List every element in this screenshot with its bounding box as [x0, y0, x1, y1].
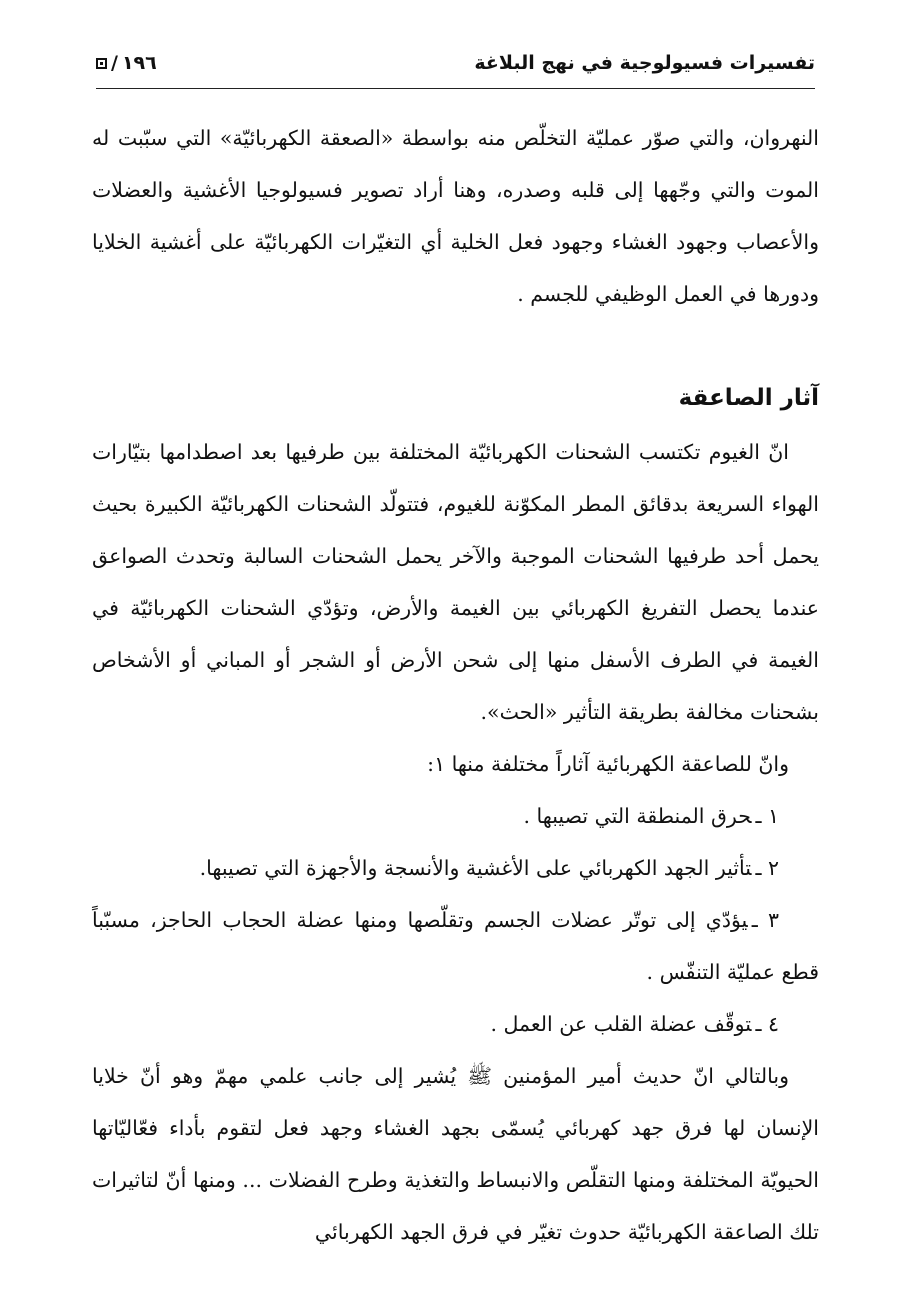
list-item-text: يؤدّي إلى توتّر عضلات الجسم وتقلّصها ومنها عضلة الحجاب الحاجز، مسبّباً قطع عمليّة التنفّس .: [92, 908, 819, 984]
body-paragraph-1: انّ الغيوم تكتسب الشحنات الكهربائيّة المختلفة بين طرفيها بعد اصطدامها بتيّارات الهواء السريعة بدقائق المطر المكوّنة للغيوم، فتتولّد الشحنات الكهربائيّة الكبيرة بحيث يحمل أحد طرفيها الشحنات الموجبة والآخر يحمل الشحنات السالبة وتحدث الصواعق عندما يحصل التفريغ الكهربائي بين الغيمة والأرض، وتؤدّي الشحنات الكهربائيّة في الغيمة في الطرف الأسفل منها إلى شحن الأرض أو الشجر أو المباني أو الأشخاص بشحنات مخالفة بطريقة التأثير «الحث».: [92, 440, 819, 724]
list-item-number: ٢ ـ: [755, 856, 779, 880]
effects-list: [92, 790, 819, 1050]
intro-paragraph: النهروان، والتي صوّر عمليّة التخلّص منه بواسطة «الصعقة الكهربائيّة» التي سبّبت له الموت والتي وجّهها إلى قلبه وصدره، وهنا أراد تصوير فسيولوجيا الأغشية والعضلات والأعصاب وجهود الغشاء وجهود فعل الخلية أي التغيّرات الكهربائيّة على أغشية الخلايا ودورها في العمل الوظيفي للجسم .: [92, 126, 819, 306]
list-item-number: ١ ـ: [755, 804, 779, 828]
list-item-number: ٣ ـ: [751, 908, 779, 932]
list-item: [92, 842, 819, 894]
page-body: [92, 112, 819, 1258]
page-number-block: [96, 52, 157, 74]
list-item-text: توقّف عضلة القلب عن العمل .: [490, 1012, 752, 1036]
list-item-text: حرق المنطقة التي تصيبها .: [523, 804, 752, 828]
square-bullet-icon: [96, 58, 107, 69]
section-heading: آثار الصاعقة: [678, 385, 819, 411]
running-header: [96, 50, 815, 89]
list-item: [92, 790, 819, 842]
book-title: تفسيرات فسيولوجية في نهج البلاغة: [474, 52, 815, 74]
list-item: [92, 894, 819, 998]
list-item: [92, 998, 819, 1050]
list-item-number: ٤ ـ: [755, 1012, 779, 1036]
page-separator: /: [111, 52, 118, 74]
list-item-text: تأثير الجهد الكهربائي على الأغشية والأنسجة والأجهزة التي تصيبها.: [199, 856, 752, 880]
body-paragraph-3: وبالتالي انّ حديث أمير المؤمنين ﷺ يُشير إلى جانب علمي مهمّ وهو أنّ خلايا الإنسان لها فرق جهد كهربائي يُسمّى بجهد الغشاء وجهد فعل لتقوم بأداء فعّاليّاتها الحيويّة المختلفة ومنها التقلّص والانبساط والتغذية وطرح الفضلات ... ومنها أنّ لتاثيرات تلك الصاعقة الكهربائيّة حدوث تغيّر في فرق الجهد الكهربائي: [92, 1064, 819, 1244]
body-paragraph-2: وانّ للصاعقة الكهربائية آثاراً مختلفة منها ١:: [427, 752, 789, 776]
page-number: ١٩٦: [121, 52, 157, 74]
